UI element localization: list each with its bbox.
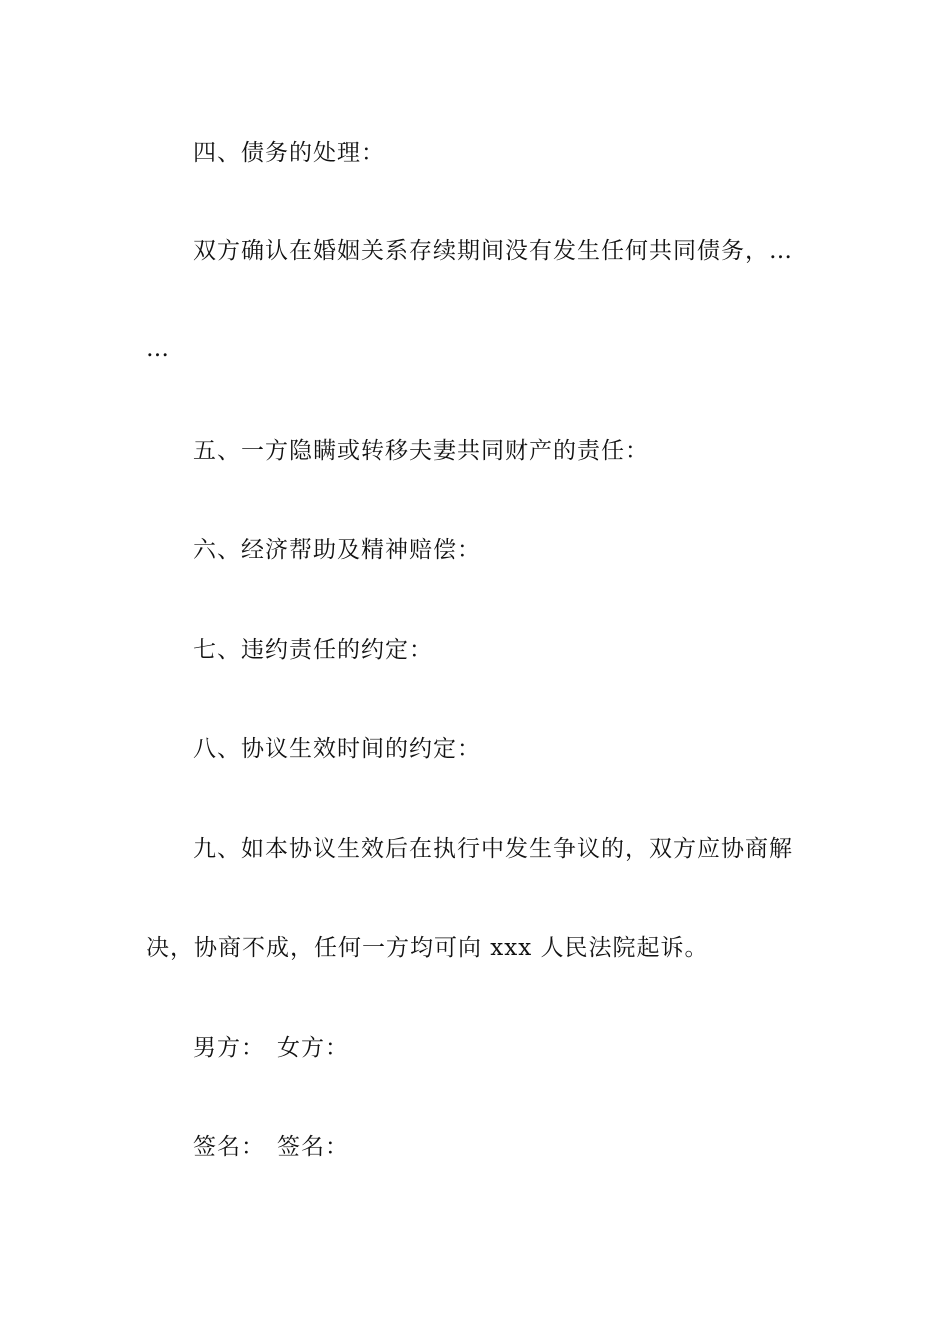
section-4-body-line1: 双方确认在婚姻关系存续期间没有发生任何共同债务，…: [193, 238, 793, 264]
male-signature-label: 签名：: [193, 1134, 265, 1160]
section-4-heading: 四、债务的处理：: [193, 140, 385, 166]
section-4-body-line2: …: [146, 336, 170, 362]
section-8-heading: 八、协议生效时间的约定：: [193, 736, 481, 762]
section-7-heading: 七、违约责任的约定：: [193, 637, 433, 663]
signatures-row: [193, 1132, 349, 1162]
parties-row: [193, 1033, 349, 1063]
section-9-line1: 九、如本协议生效后在执行中发生争议的，双方应协商解: [193, 836, 793, 862]
female-party-label: 女方：: [277, 1035, 349, 1061]
section-6-heading: 六、经济帮助及精神赔偿：: [193, 537, 481, 563]
male-party-label: 男方：: [193, 1035, 265, 1061]
section-9-line2: 决，协商不成，任何一方均可向 xxx 人民法院起诉。: [146, 935, 709, 961]
female-signature-label: 签名：: [277, 1134, 349, 1160]
section-5-heading: 五、一方隐瞒或转移夫妻共同财产的责任：: [193, 438, 649, 464]
